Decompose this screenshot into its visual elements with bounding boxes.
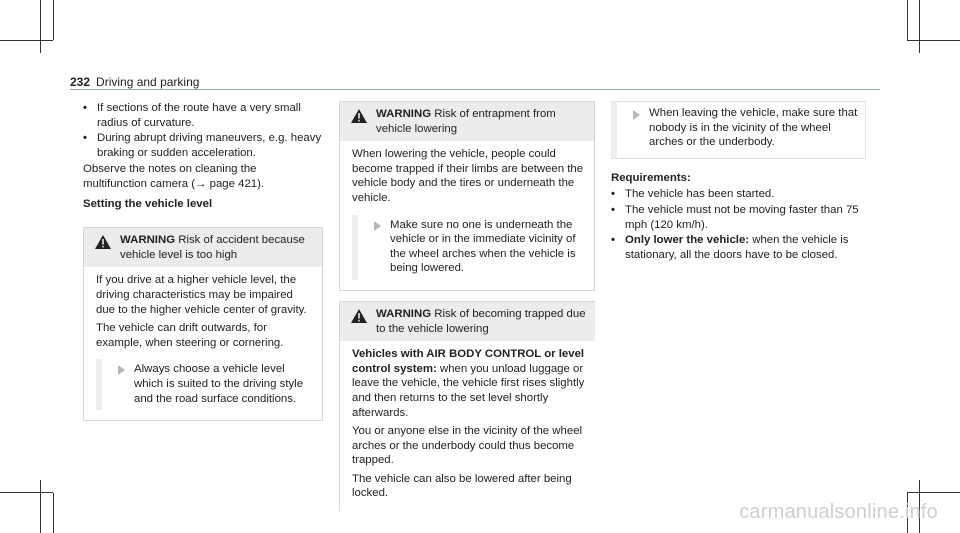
warning-title: WARNING (376, 307, 432, 320)
action-step (352, 215, 586, 280)
step-text: Make sure no one is underneath the vehicle or in the immediate vicinity of the wheel arches when the vehicle is being lowered. (390, 218, 576, 275)
warning-body (340, 341, 595, 511)
crop-mark (0, 492, 53, 493)
requirements-list (611, 187, 866, 262)
warning-title: WARNING (376, 108, 432, 120)
warning-title: WARNING (120, 234, 176, 247)
warning-paragraph: When lowering the vehicle, people could become trapped if their limbs are between the vehicle body and the tires or underneath the vehicle. (352, 148, 584, 204)
bullet-list (83, 101, 323, 160)
list-item: • During abrupt driving maneuvers, e.g. heavy braking or sudden acceleration. (83, 132, 322, 159)
warning-header (340, 102, 594, 141)
warning-headline: Risk of becoming trapped due to the vehicle lowering (376, 307, 586, 335)
section-title: Driving and parking (96, 75, 200, 89)
step-arrow-icon (374, 221, 381, 231)
warning-paragraph: The vehicle can also be lowered after being locked. (352, 472, 572, 500)
warning-box (339, 101, 595, 291)
section-heading: Setting the vehicle level (83, 197, 213, 210)
warning-triangle-icon (350, 108, 368, 124)
warning-headline: Risk of entrapment from vehicle lowering (376, 108, 556, 135)
warning-paragraph: Vehicles with AIR BODY CONTROL or level control system: when you unload luggage or leave the vehicle, the vehicle first rises slightly and then returns to the set level shortly afterwards. (352, 348, 585, 419)
list-item: • If sections of the route have a very small radius of curvature. (83, 102, 301, 129)
column-left (83, 101, 323, 421)
warning-body (84, 267, 322, 420)
list-item: • The vehicle has been started. (611, 188, 775, 201)
crop-mark (40, 480, 41, 533)
warning-triangle-icon (94, 234, 112, 250)
list-item: • The vehicle must not be moving faster than 75 mph (120 km/h). (611, 203, 859, 231)
warning-triangle-icon (350, 308, 368, 324)
crop-mark (40, 0, 41, 53)
step-text: Always choose a vehicle level which is suited to the driving style and the road surface conditions. (134, 363, 304, 405)
crop-mark (907, 40, 960, 41)
warning-header (84, 228, 322, 267)
step-text: When leaving the vehicle, make sure that nobody is in the vicinity of the wheel arches or the underbody. (649, 107, 858, 149)
watermark: carmanualsonline.info (739, 501, 938, 523)
warning-paragraph: You or anyone else in the vicinity of the wheel arches or the underbody could thus become trapped. (352, 425, 583, 467)
observe-note: Observe the notes on cleaning the multifunction camera (→ page 421). (83, 163, 265, 190)
vehicle-equipment-label: Vehicles with AIR BODY CONTROL or level control system: (352, 348, 585, 375)
crop-mark (907, 492, 960, 493)
crop-mark (0, 40, 53, 41)
warning-header (340, 302, 595, 341)
crop-mark (53, 493, 54, 533)
warning-body (340, 141, 594, 290)
action-step (96, 359, 314, 410)
crop-mark (907, 0, 908, 40)
crop-mark (53, 0, 54, 40)
step-arrow-icon (633, 110, 640, 120)
page-number: 232 (70, 75, 91, 89)
page-header (70, 75, 199, 90)
column-middle (339, 101, 595, 511)
list-item: • Only lower the vehicle: when the vehicle is stationary, all the doors have to be closed. (611, 234, 849, 261)
requirements-heading: Requirements: (611, 171, 691, 184)
warning-box (339, 301, 595, 511)
step-arrow-icon (118, 365, 125, 375)
action-step (611, 101, 866, 159)
header-rule (70, 89, 880, 90)
warning-paragraph: The vehicle can drift outwards, for example, when steering or cornering. (96, 322, 284, 349)
warning-paragraph: If you drive at a higher vehicle level, the driving characteristics may be impaired due to the higher vehicle center of gravity. (96, 274, 307, 316)
column-right (611, 101, 866, 263)
crop-mark (919, 0, 920, 53)
warning-headline: Risk of accident because vehicle level is too high (120, 234, 305, 261)
warning-box (83, 227, 323, 421)
